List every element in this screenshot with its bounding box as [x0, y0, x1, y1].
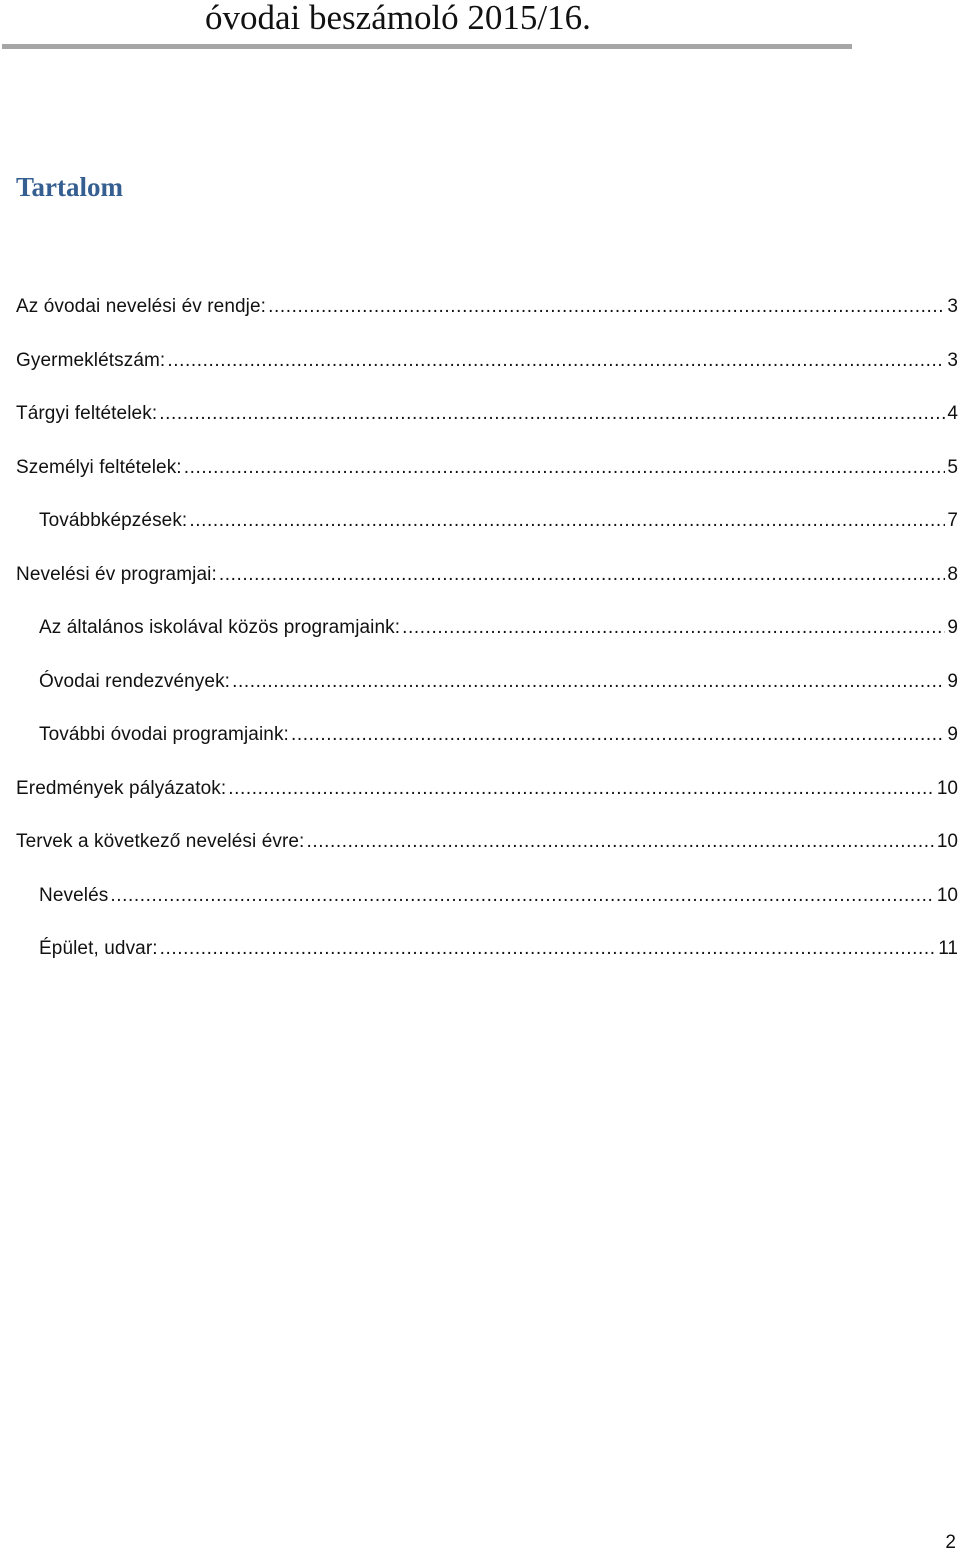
toc-entry-page[interactable]: 10 [936, 831, 958, 852]
toc-entry-title[interactable]: Az általános iskolával közös programjaink: [39, 617, 401, 638]
toc-entry-page[interactable]: 10 [936, 884, 958, 906]
toc-subentry[interactable] [0, 507, 960, 561]
toc-entry-title[interactable]: Tárgyi feltételek: [16, 403, 158, 424]
toc-subentry[interactable] [0, 935, 960, 989]
toc-heading: Tartalom [16, 172, 123, 202]
toc-entry-title[interactable]: További óvodai programjaink: [39, 724, 289, 745]
toc-entry-title[interactable]: Nevelési év programjai: [16, 563, 217, 585]
toc-entry-page[interactable]: 4 [947, 403, 958, 424]
page-number: 2 [945, 1532, 956, 1553]
toc-dot-leader [232, 668, 945, 696]
toc-entry-title[interactable]: Nevelés [39, 884, 109, 906]
toc-subentry[interactable] [0, 882, 960, 936]
toc-entry-title[interactable]: Az óvodai nevelési év rendje: [16, 296, 267, 317]
toc-entry[interactable] [0, 828, 960, 882]
toc-dot-leader [268, 293, 945, 321]
toc-entry-title[interactable]: Eredmények pályázatok: [16, 777, 227, 799]
toc-entry-page[interactable]: 9 [947, 724, 958, 745]
toc-entry[interactable] [0, 454, 960, 508]
toc-dot-leader [160, 935, 937, 963]
toc-subentry[interactable] [0, 614, 960, 668]
toc-entry-page[interactable]: 9 [947, 617, 958, 638]
toc-entry-title[interactable]: Tervek a következő nevelési évre: [16, 831, 305, 852]
toc-entry-page[interactable]: 9 [947, 670, 958, 692]
toc-dot-leader [167, 347, 945, 375]
toc-dot-leader [306, 828, 934, 856]
toc-dot-leader [219, 561, 946, 589]
toc-dot-leader [159, 400, 945, 428]
toc-entry[interactable] [0, 775, 960, 829]
toc-dot-leader [228, 775, 935, 803]
toc-entry[interactable] [0, 561, 960, 615]
toc-entry-page[interactable]: 11 [938, 938, 958, 959]
toc-subentry[interactable] [0, 721, 960, 775]
toc-entry-title[interactable]: Személyi feltételek: [16, 456, 182, 478]
toc-entry-title[interactable]: Gyermeklétszám: [16, 349, 166, 371]
toc-entry-page[interactable]: 5 [947, 456, 958, 478]
toc-dot-leader [110, 882, 935, 910]
toc-dot-leader [291, 721, 945, 749]
document-title: óvodai beszámoló 2015/16. [205, 0, 591, 37]
toc-list [0, 293, 960, 989]
toc-subentry[interactable] [0, 668, 960, 722]
toc-dot-leader [402, 614, 945, 642]
toc-entry[interactable] [0, 400, 960, 454]
toc-entry-title[interactable]: Továbbképzések: [39, 510, 188, 531]
toc-dot-leader [189, 507, 945, 535]
toc-entry-page[interactable]: 8 [947, 563, 958, 585]
header-rule [2, 44, 852, 49]
toc-entry-page[interactable]: 3 [947, 296, 958, 317]
toc-entry-page[interactable]: 7 [947, 510, 958, 531]
toc-entry[interactable] [0, 293, 960, 347]
toc-entry[interactable] [0, 347, 960, 401]
toc-entry-page[interactable]: 3 [947, 349, 958, 371]
toc-dot-leader [184, 454, 946, 482]
document-header [0, 0, 960, 50]
toc-entry-page[interactable]: 10 [936, 777, 958, 799]
toc-entry-title[interactable]: Épület, udvar: [39, 938, 158, 959]
toc-entry-title[interactable]: Óvodai rendezvények: [39, 670, 231, 692]
